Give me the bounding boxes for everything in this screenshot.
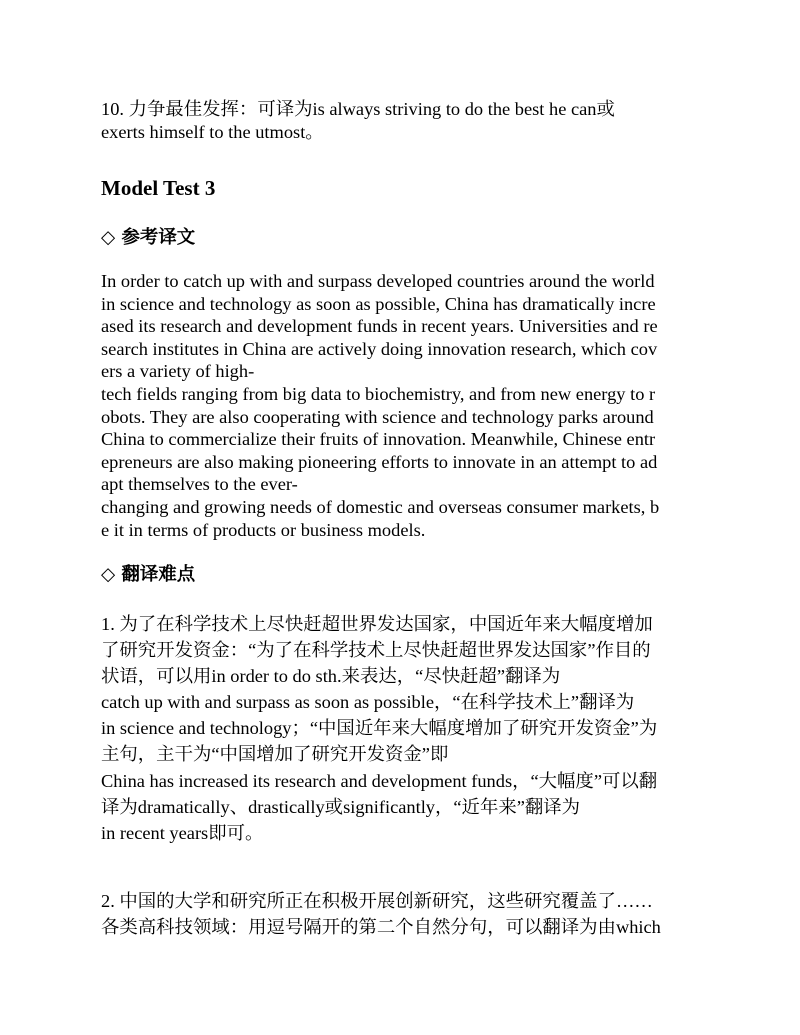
point-1-line: in science and technology；“中国近年来大幅度增加了研究开发资金”为	[101, 718, 658, 739]
translation-line: In order to catch up with and surpass developed countries around the world	[101, 271, 655, 291]
point-1-line: China has increased its research and development funds，“大幅度”可以翻	[101, 770, 658, 791]
translation-line: ers a variety of high-	[101, 361, 255, 382]
translation-line: changing and growing needs of domestic and overseas consumer markets, b	[101, 496, 660, 517]
point-1-line: in recent years即可。	[101, 822, 264, 843]
translation-line: search institutes in China are actively doing innovation research, which cov	[101, 338, 658, 359]
translation-line: China to commercialize their fruits of innovation. Meanwhile, Chinese entr	[101, 429, 656, 450]
item-10-line: 10. 力争最佳发挥：可译为is always striving to do the best he can或	[101, 99, 615, 119]
translation-line: tech fields ranging from big data to biochemistry, and from new energy to r	[101, 383, 656, 404]
translation-line: e it in terms of products or business models.	[101, 519, 426, 540]
translation-line: apt themselves to the ever-	[101, 474, 298, 495]
reference-translation-heading: ◇ 参考译文	[101, 227, 196, 248]
point-1-paragraph	[101, 611, 701, 846]
item-10-paragraph	[101, 98, 701, 143]
point-2-line: 各类高科技领域：用逗号隔开的第二个自然分句，可以翻译为由which	[101, 917, 661, 938]
translation-line: epreneurs are also making pioneering efforts to innovate in an attempt to ad	[101, 451, 658, 472]
item-10-line: exerts himself to the utmost。	[101, 121, 324, 142]
translation-line: in science and technology as soon as possible, China has dramatically incre	[101, 293, 656, 314]
translation-difficulties-heading: ◇ 翻译难点	[101, 564, 196, 585]
reference-translation-paragraph	[101, 270, 701, 541]
point-2-line: 2. 中国的大学和研究所正在积极开展创新研究，这些研究覆盖了……	[101, 891, 653, 911]
translation-line: obots. They are also cooperating with science and technology parks around	[101, 406, 654, 427]
point-1-line: 1. 为了在科学技术上尽快赶超世界发达国家，中国近年来大幅度增加	[101, 614, 653, 634]
point-1-line: catch up with and surpass as soon as possible，“在科学技术上”翻译为	[101, 692, 635, 713]
point-1-line: 主句，主干为“中国增加了研究开发资金”即	[101, 744, 449, 765]
point-2-paragraph	[101, 888, 701, 940]
point-1-line: 了研究开发资金：“为了在科学技术上尽快赶超世界发达国家”作目的	[101, 640, 651, 661]
model-test-title: Model Test 3	[101, 176, 216, 200]
point-1-line: 状语，可以用in order to do sth.来表达，“尽快赶超”翻译为	[101, 666, 561, 687]
translation-line: ased its research and development funds in recent years. Universities and re	[101, 316, 658, 337]
point-1-line: 译为dramatically、drastically或significantly，“近年来”翻译为	[101, 796, 581, 817]
